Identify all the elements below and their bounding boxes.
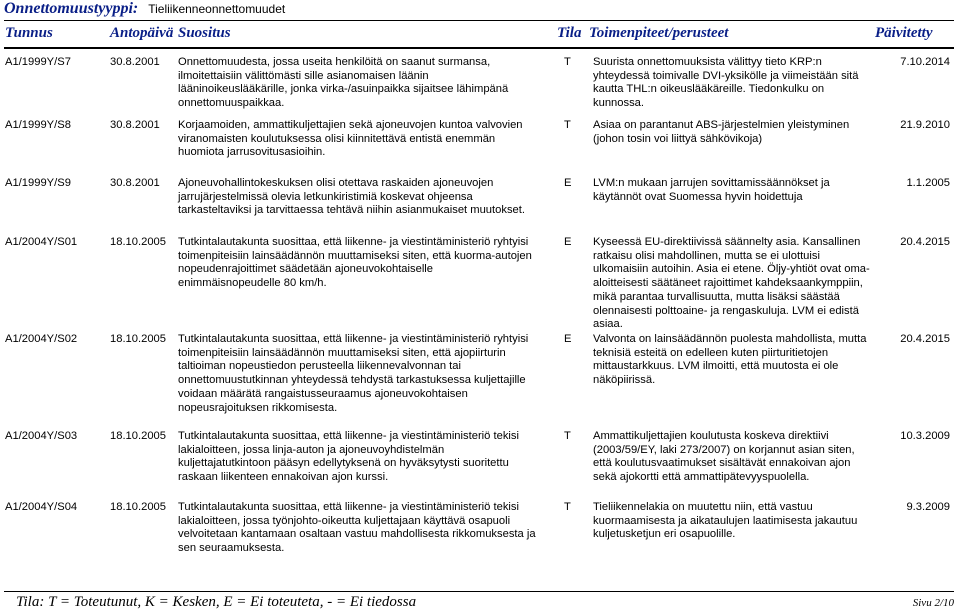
row-date: 18.10.2005 [110,236,166,248]
row-measures: Ammattikuljettajien koulutusta koskeva direktiivi (2003/59/EY, laki 273/2007) on korjannut asian siten, että koulutusvaatimukset sisältävät ennakoivan ajon sekä ajokortti että ammattipätevyyspuolella. [593,430,855,484]
row-date: 18.10.2005 [110,333,166,345]
row-measures: LVM:n mukaan jarrujen sovittamissäännökset ja käytännöt ovat Suomessa hyvin hoidettuja [593,177,830,203]
table-row [0,501,960,561]
row-updated: 7.10.2014 [900,56,950,68]
row-measures: Kyseessä EU-direktiivissä säännelty asia. Kansallinen ratkaisu olisi mahdollinen, mutta se ei ulottuisi ulkomaisiin autoihin. Asia ei etene. Öljy-yhtiöt ovat oma-aloitteisesti säätäneet rajoittimet kahdeksaankymppiin, mikä parantaa turvallisuutta, mutta lisäksi säästää olennaisesti polttoaine- ja rengaskuluja. LVM ei edistä asiaa. [593,236,870,331]
page-footer [4,594,954,614]
column-header-updated: Päivitetty [875,25,933,41]
column-header-measures: Toimenpiteet/perusteet [589,25,729,41]
accident-type-value: Tieliikenneonnettomuudet [148,2,286,16]
row-id: A1/2004Y/S02 [5,333,78,345]
row-date: 30.8.2001 [110,56,160,68]
row-state: T [564,430,571,442]
page-number: Sivu 2/10 [912,597,954,609]
row-state: T [564,501,571,513]
column-header-date: Antopäivä [110,25,174,41]
row-measures: Suurista onnettomuuksista välittyy tieto KRP:n yhteydessä toimivalle DVI-yksikölle ja viimeistään sitä kautta THL:n oikeuslääkäreille. Tiedonkulku on kunnossa. [593,56,859,110]
row-recommendation: Tutkintalautakunta suosittaa, että liikenne- ja viestintäministeriö tekisi lakialoitteen, jossa linja-auton ja ajoneuvoyhdistelmän kuljettajatutkintoon pääsyn edellytyksenä on hyväksytysti suoritettu raskaan liikenteen ennakoivan ajon kurssi. [178,430,519,484]
row-id: A1/1999Y/S7 [5,56,71,68]
row-recommendation: Tutkintalautakunta suosittaa, että liikenne- ja viestintäministeriö ryhtyisi toimenpiteisiin lainsäädännön muuttamiseksi siten, että kuorma-autojen nopeudenrajoittimet säädetään ajoneuvokohtaiselle enimmäisnopeudelle 80 km/h. [178,236,532,290]
row-updated: 21.9.2010 [900,119,950,131]
row-updated: 20.4.2015 [900,333,950,345]
column-header-recommendation: Suositus [178,25,231,41]
row-state: E [564,236,572,248]
row-date: 18.10.2005 [110,430,166,442]
title-divider [4,20,954,21]
row-id: A1/1999Y/S9 [5,177,71,189]
document-title-bar [4,0,285,20]
state-legend: Tila: T = Toteutunut, K = Kesken, E = Ei toteuteta, - = Ei tiedossa [16,594,417,610]
row-measures: Tieliikennelakia on muutettu niin, että vastuu kuormaamisesta ja aikataulujen laatimisesta jakautuu kuljetusketjun eri osapuolille. [593,501,858,541]
row-date: 18.10.2005 [110,501,166,513]
recommendations-table [0,56,960,561]
column-header-id: Tunnus [5,25,53,41]
footer-divider [4,591,954,592]
row-updated: 1.1.2005 [906,177,950,189]
row-date: 30.8.2001 [110,177,160,189]
table-row [0,119,960,177]
row-recommendation: Tutkintalautakunta suosittaa, että liikenne- ja viestintäministeriö tekisi lakialoitteen, jossa työnjohto-oikeutta kuljettajaan käyttävä osapuoli velvoitetaan kantamaan osaltaan vastuu mahdollisesta rikkomuksesta ja sen seuraamuksesta. [178,501,536,555]
accident-type-label: Onnettomuustyyppi: [4,0,139,17]
row-recommendation: Korjaamoiden, ammattikuljettajien sekä ajoneuvojen kuntoa valvovien viranomaisten koulutuksessa olisi kiinnitettävä entistä enemmän huomiota jarrusovitusasioihin. [178,119,523,159]
row-updated: 10.3.2009 [900,430,950,442]
table-row [0,177,960,236]
row-id: A1/2004Y/S03 [5,430,78,442]
row-recommendation: Ajoneuvohallintokeskuksen olisi otettava raskaiden ajoneuvojen jarrujärjestelmissä olevia letkunkiristimiä koskevat ohjeensa tarkasteltaviksi ja tarvittaessa tehtävä niihin asianmukaiset muutokset. [178,177,525,217]
table-row [0,56,960,119]
row-recommendation: Onnettomuudesta, jossa useita henkilöitä on saanut surmansa, ilmoitettaisiin välittömästi sille asianomaisen läänin lääninoikeuslääkärille, jonka virka-/asuinpaikka sijaitsee lähimpänä onnettomuuspaikkaa. [178,56,509,110]
row-state: T [564,119,571,131]
table-row [0,430,960,501]
row-measures: Asiaa on parantanut ABS-järjestelmien yleistyminen (johon tosin voi liittyä sähkövikoja) [593,119,850,145]
row-id: A1/1999Y/S8 [5,119,71,131]
table-row [0,333,960,430]
row-updated: 9.3.2009 [906,501,950,513]
row-id: A1/2004Y/S01 [5,236,78,248]
column-header-state: Tila [557,25,582,41]
row-measures: Valvonta on lainsäädännön puolesta mahdollista, mutta teknisiä esteitä on edelleen kuten piirturitietojen mittaustarkkuus. LVM ilmoitti, että muutosta ei ole näköpiirissä. [593,333,867,387]
row-recommendation: Tutkintalautakunta suosittaa, että liikenne- ja viestintäministeriö ryhtyisi toimenpiteisiin lainsäädännön muuttamiseksi siten, että ajopiirturin taltioiman nopeustiedon perusteella liikennevalvonnan tai onnettomuustutkinnan yhteydessä tehdystä tarkastuksessa kuljettajille voidaan määrätä rangaistusseuraamus ajoneuvokohtaisen nopeusrajoituksen rikkomisesta. [178,333,529,414]
row-id: A1/2004Y/S04 [5,501,78,513]
row-updated: 20.4.2015 [900,236,950,248]
row-state: T [564,56,571,68]
row-state: E [564,333,572,345]
table-row [0,236,960,333]
header-divider [4,47,954,49]
table-header [0,25,960,47]
row-date: 30.8.2001 [110,119,160,131]
row-state: E [564,177,572,189]
